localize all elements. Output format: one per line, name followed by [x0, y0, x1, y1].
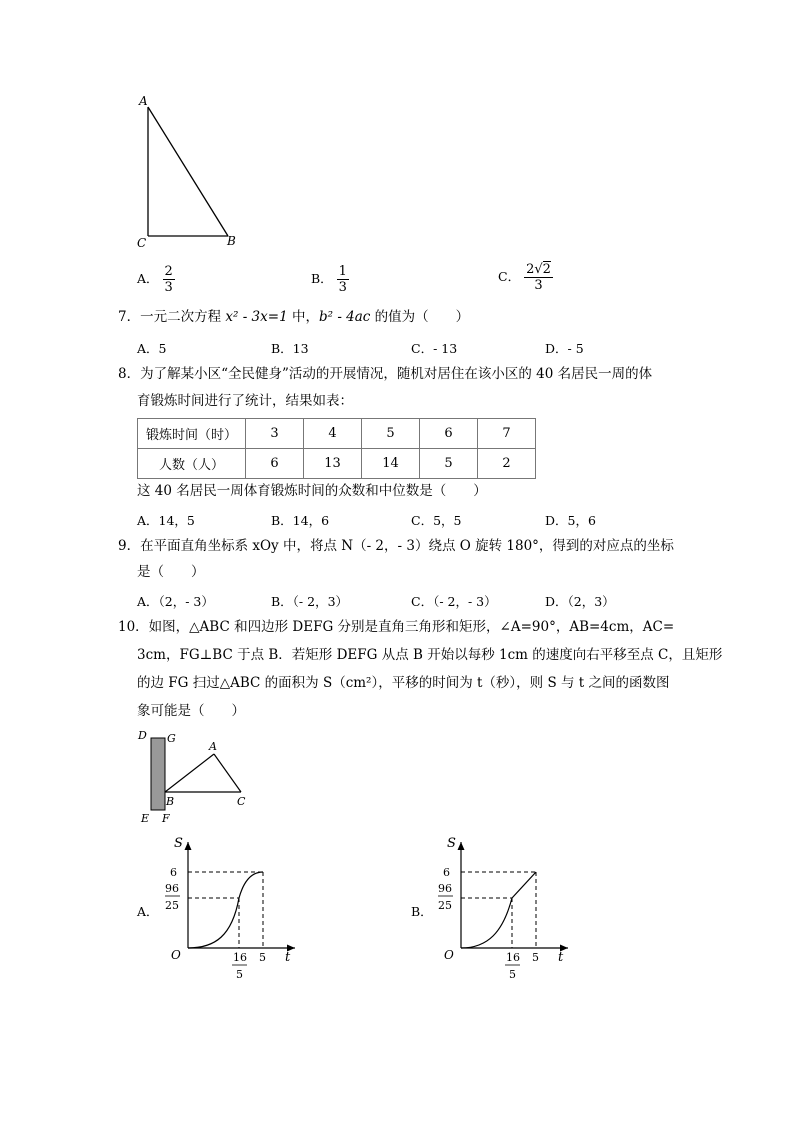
fraction: $\frac{2}{3}$ [164, 264, 173, 295]
x-tick-5: 5 [532, 951, 539, 964]
question-8-after: 这 40 名居民一周体育锻炼时间的众数和中位数是（ ） [137, 483, 487, 499]
q7-option-c[interactable]: C．- 13 [411, 341, 458, 356]
question-10-line-1: 10．如图，△ABC 和四边形 DEFG 分别是直角三角形和矩形，∠A=90°，AB=4cm，AC= [118, 619, 675, 635]
label-b: B [166, 795, 175, 808]
x-tick-numerator: 16 [233, 951, 247, 964]
axis-label-s: S [447, 836, 456, 851]
y-tick-numerator: 96 [165, 882, 179, 895]
question-9-line-1: 9．在平面直角坐标系 xOy 中，将点 N（- 2，- 3）绕点 O 旋转 180°，得到的对应点的坐标 [118, 538, 674, 554]
exercise-time-table [137, 418, 536, 479]
vertex-label-c: C [137, 236, 147, 250]
question-7-stem: 7．一元二次方程 x² - 3x=1 中，b² - 4ac 的值为（ ） [118, 309, 470, 325]
y-tick-6: 6 [443, 866, 450, 879]
rectangle-triangle-figure [133, 725, 263, 830]
q7-option-a[interactable]: A．5 [137, 341, 167, 356]
q10-option-a-label[interactable]: A． [137, 904, 159, 919]
x-tick-5: 5 [259, 951, 266, 964]
q8-option-a[interactable]: A．14，5 [137, 513, 195, 528]
origin-label: O [444, 948, 454, 962]
q9-option-a[interactable]: A．（2，- 3） [137, 594, 214, 609]
question-10-line-4: 象可能是（ ） [137, 703, 245, 719]
fraction: $\frac{2√2}{3}$ [526, 262, 551, 293]
sqrt-sign: √ [534, 262, 543, 277]
label-f: F [162, 812, 170, 825]
q8-option-c[interactable]: C．5，5 [411, 513, 462, 528]
q10-graph-a[interactable] [160, 832, 300, 987]
q9-option-d[interactable]: D．（2，3） [545, 594, 615, 609]
q10-graph-b[interactable] [433, 832, 573, 987]
q6-option-c[interactable]: C． $\frac{2√2}{3}$ [498, 262, 551, 293]
axis-label-s: S [174, 836, 183, 851]
label-d: D [138, 729, 147, 742]
q8-option-d[interactable]: D．5，6 [545, 513, 596, 528]
q9-option-c[interactable]: C．（- 2，- 3） [411, 594, 497, 609]
q7-option-d[interactable]: D．- 5 [545, 341, 584, 356]
question-8-line-1: 8．为了解某小区“全民健身”活动的开展情况，随机对居住在该小区的 40 名居民一周的体 [118, 366, 653, 382]
question-9-line-2: 是（ ） [137, 564, 205, 580]
question-10-line-3: 的边 FG 扫过△ABC 的面积为 S（cm²），平移的时间为 t（秒），则 S 与 t 之间的函数图 [137, 675, 670, 691]
table-row: 锻炼时间（时） 3 4 5 6 7 [138, 419, 536, 449]
x-tick-denominator: 5 [236, 968, 243, 981]
y-tick-numerator: 96 [438, 882, 452, 895]
x-tick-denominator: 5 [509, 968, 516, 981]
axis-label-t: t [558, 950, 564, 965]
vertex-label-b: B [227, 234, 236, 248]
q6-option-b[interactable]: B． $\frac{1}{3}$ [311, 264, 347, 295]
label-e: E [141, 812, 150, 825]
y-tick-denominator: 25 [438, 899, 452, 912]
label-g: G [167, 732, 176, 745]
label-a: A [209, 740, 217, 753]
question-8-line-2: 育锻炼时间进行了统计，结果如表： [137, 393, 353, 409]
triangle-figure [130, 90, 250, 255]
origin-label: O [171, 948, 181, 962]
y-tick-6: 6 [170, 866, 177, 879]
x-tick-numerator: 16 [506, 951, 520, 964]
label-c: C [237, 795, 246, 808]
axis-label-t: t [285, 950, 291, 965]
q8-option-b[interactable]: B．14，6 [271, 513, 330, 528]
vertex-label-a: A [139, 94, 148, 108]
fraction: $\frac{1}{3}$ [338, 264, 347, 295]
q9-option-b[interactable]: B．（- 2，3） [271, 594, 349, 609]
q7-option-b[interactable]: B．13 [271, 341, 309, 356]
table-row: 人数（人） 6 13 14 5 2 [138, 449, 536, 479]
question-10-line-2: 3cm，FG⊥BC 于点 B．若矩形 DEFG 从点 B 开始以每秒 1cm 的速度向右平移至点 C，且矩形 [137, 647, 723, 663]
y-tick-denominator: 25 [165, 899, 179, 912]
q6-option-a[interactable]: A． $\frac{2}{3}$ [137, 264, 173, 295]
q10-option-b-label[interactable]: B． [411, 904, 433, 919]
